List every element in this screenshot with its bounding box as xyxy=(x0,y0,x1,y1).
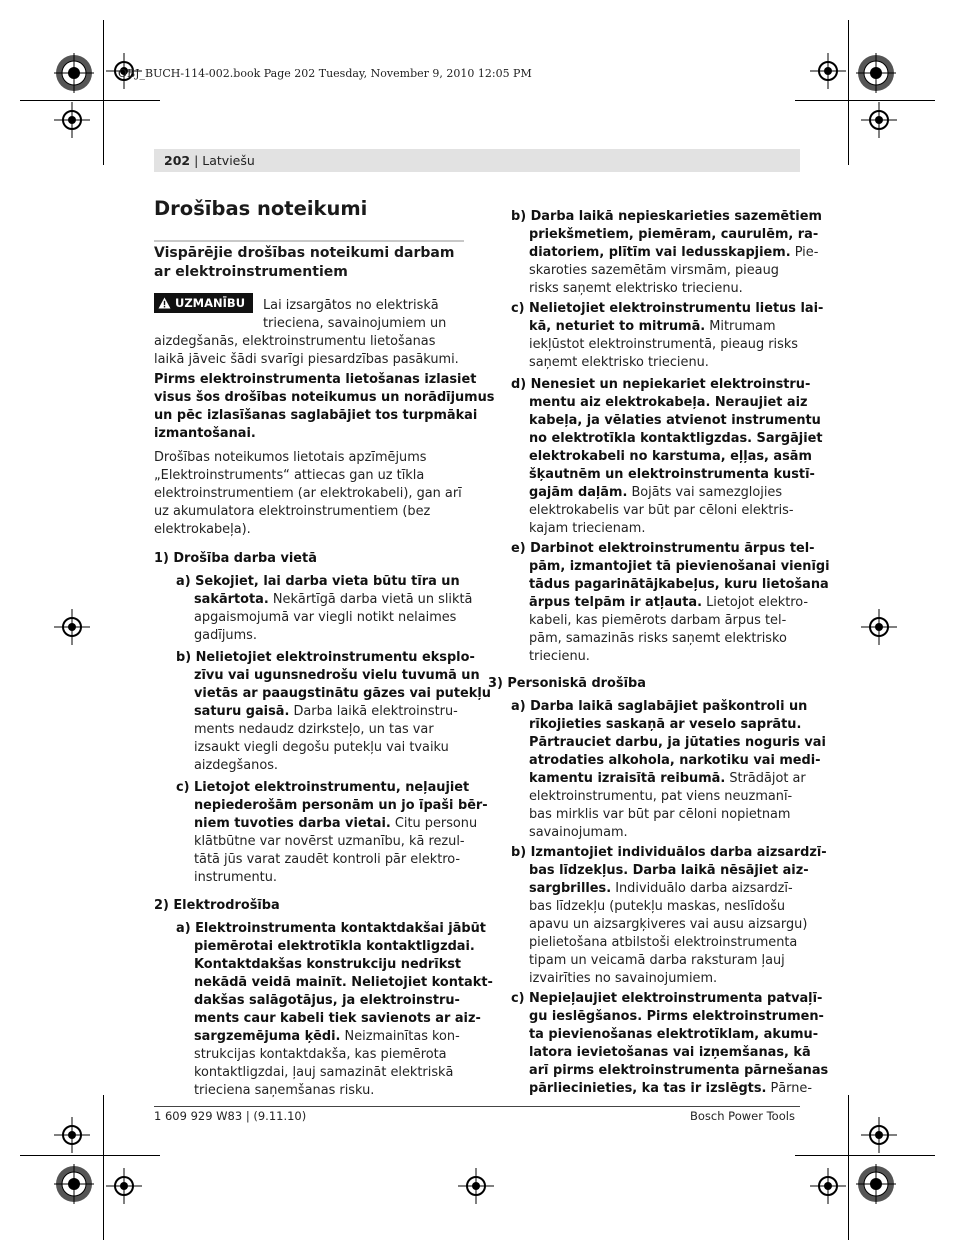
bold-text: a) Sekojiet, lai darba vieta būtu tīra un xyxy=(176,574,460,589)
bold-text: kā, neturiet to mitrumā. xyxy=(529,319,706,334)
footer-brand: Bosch Power Tools xyxy=(690,1109,795,1123)
body-text: tipam un veicamā darba raksturam ļauj xyxy=(529,953,785,968)
body-text: Mitrumam xyxy=(705,319,776,334)
text-line xyxy=(194,815,477,833)
bold-text: tādus pagarinātājkabeļus, kuru lietošana xyxy=(529,577,829,592)
text-line xyxy=(529,354,709,372)
bold-text: sargzemējuma ķēdi. xyxy=(194,1029,341,1044)
text-line xyxy=(529,576,829,594)
text-line xyxy=(529,1008,824,1026)
text-line xyxy=(529,394,808,412)
body-text: uz akumulatora elektroinstrumentiem (bez xyxy=(154,504,431,519)
bold-text: diatoriem, plītīm vai ledusskapjiem. xyxy=(529,245,791,260)
text-line xyxy=(529,430,823,448)
body-text: strukcijas kontaktdakša, kas piemērota xyxy=(194,1047,447,1062)
bold-text: piemērotai elektrotīkla kontaktligzdai. xyxy=(194,939,475,954)
bold-text: a) Elektroinstrumenta kontaktdakšai jābūt xyxy=(176,921,486,936)
bold-text: d) Nenesiet un nepiekariet elektroinstru- xyxy=(511,377,811,392)
bold-text: un pēc izlasīšanas saglabājiet tos turpmākai xyxy=(154,408,478,423)
text-line xyxy=(529,1026,818,1044)
print-info: OBJ_BUCH-114-002.book Page 202 Tuesday, November 9, 2010 12:05 PM xyxy=(118,67,532,80)
text-line xyxy=(194,938,475,956)
bold-text: Pārtrauciet darbu, ja jūtaties noguris vai xyxy=(529,735,826,750)
registration-target-icon xyxy=(856,53,896,93)
section-heading xyxy=(154,244,464,282)
bold-text: b) Nelietojiet elektroinstrumentu eksplo- xyxy=(176,650,475,665)
bold-text: c) Lietojot elektroinstrumentu, neļaujiet xyxy=(176,780,470,795)
text-line xyxy=(529,770,806,788)
bold-text: pārliecinieties, ka tas ir izslēgts. xyxy=(529,1081,767,1096)
text-line xyxy=(529,466,815,484)
bold-text: a) Darba laikā saglabājiet paškontroli un xyxy=(511,699,808,714)
text-line xyxy=(194,667,480,685)
text-line xyxy=(511,540,815,558)
bold-text: no elektrotīkla kontaktligzdas. Sargājiet xyxy=(529,431,823,446)
body-text: skaroties sazemētām virsmām, pieaug xyxy=(529,263,779,278)
body-text: Lietojot elektro- xyxy=(701,595,809,610)
text-line xyxy=(529,630,787,648)
body-text: Darba laikā elektroinstru- xyxy=(289,704,458,719)
body-text: iekļūstot elektroinstrumentā, pieaug risks xyxy=(529,337,799,352)
text-line xyxy=(194,797,488,815)
body-text: elektrokabelis var būt par cēloni elektris- xyxy=(529,503,794,518)
text-line xyxy=(529,448,812,466)
body-text: aizdegšanās, elektroinstrumentu lietošanas xyxy=(154,334,436,349)
text-line xyxy=(529,1044,811,1062)
text-line xyxy=(529,752,821,770)
text-line xyxy=(529,318,776,336)
registration-target-icon xyxy=(54,1164,94,1204)
bold-text: sakārtota. xyxy=(194,592,269,607)
body-text: kontaktligzdai, ļauj samazināt elektriskā xyxy=(194,1065,454,1080)
body-text: Lai izsargātos no elektriskā xyxy=(263,298,439,313)
text-line xyxy=(194,1010,481,1028)
text-line xyxy=(154,485,462,503)
text-line xyxy=(529,336,798,354)
text-line xyxy=(511,300,823,318)
text-line xyxy=(194,974,493,992)
text-line xyxy=(194,1064,453,1082)
text-line xyxy=(176,573,460,591)
text-line xyxy=(194,833,465,851)
crosshair-icon xyxy=(861,609,897,645)
text-line xyxy=(176,779,469,797)
text-line xyxy=(529,558,830,576)
text-line xyxy=(154,407,477,425)
text-line xyxy=(194,703,458,721)
text-line xyxy=(194,739,449,757)
warning-icon xyxy=(158,297,171,309)
text-line xyxy=(194,627,257,645)
body-text: laikā jāveic šādi svarīgi piesardzības pasākumi. xyxy=(154,352,459,367)
text-line xyxy=(529,648,590,666)
warning-label: UZMANĪBU xyxy=(175,296,246,310)
text-line xyxy=(529,952,785,970)
bold-text: pām, izmantojiet tā pievienošanai vienīgi xyxy=(529,559,830,574)
bold-text: Pirms elektroinstrumenta lietošanas izlasiet xyxy=(154,372,477,387)
text-line xyxy=(194,956,461,974)
text-line xyxy=(529,788,792,806)
text-line xyxy=(194,609,456,627)
body-text: kajam triecienam. xyxy=(529,521,646,536)
body-text: „Elektroinstruments“ attiecas gan uz tīkla xyxy=(154,468,425,483)
text-line xyxy=(511,376,810,394)
text-line xyxy=(194,685,491,703)
bold-text: latora ievietošanas vai izņemšanas, kā xyxy=(529,1045,811,1060)
body-text: pielietošana atbilstoši elektroinstrumenta xyxy=(529,935,798,950)
body-text: izvairīties no savainojumiem. xyxy=(529,971,718,986)
bold-text: bas līdzekļus. Darba laikā nēsājiet aiz- xyxy=(529,863,809,878)
bold-text: b) Darba laikā nepieskarieties sazemētiem xyxy=(511,209,822,224)
body-text: Drošības noteikumos lietotais apzīmējums xyxy=(154,450,427,465)
text-line xyxy=(529,280,743,298)
bold-text: c) Nepieļaujiet elektroinstrumenta patvaļī- xyxy=(511,991,823,1006)
text-line xyxy=(154,425,256,443)
body-text: Citu personu xyxy=(390,816,478,831)
text-line xyxy=(154,521,251,539)
bold-text: visus šos drošības noteikumus un norādījumus xyxy=(154,390,495,405)
registration-target-icon xyxy=(54,53,94,93)
text-line xyxy=(529,824,628,842)
text-line xyxy=(529,880,793,898)
bold-text: atrodaties alkohola, narkotiku vai medi- xyxy=(529,753,821,768)
body-text: trieciena, savainojumiem un xyxy=(263,316,447,331)
body-text: gadījums. xyxy=(194,628,257,643)
bold-text: kabeļa, ja vēlaties atvienot instrumentu xyxy=(529,413,821,428)
text-line xyxy=(529,412,821,430)
bold-text: izmantošanai. xyxy=(154,426,256,441)
text-line xyxy=(154,449,426,467)
body-text: Bojāts vai samezglojies xyxy=(627,485,783,500)
body-text: Pārne- xyxy=(766,1081,813,1096)
text-line xyxy=(529,226,818,244)
body-text: bas mirklis var būt par cēloni nopietnam xyxy=(529,807,791,822)
bold-text: c) Nelietojiet elektroinstrumentu lietus lai- xyxy=(511,301,824,316)
body-text: bas līdzekļu (putekļu maskas, neslīdošu xyxy=(529,899,786,914)
text-line xyxy=(154,550,317,568)
body-text: saņemt elektrisko triecienu. xyxy=(529,355,709,370)
body-text: Nekārtīgā darba vietā un sliktā xyxy=(268,592,473,607)
text-line xyxy=(154,371,476,389)
bold-text: arī pirms elektroinstrumenta pārnešanas xyxy=(529,1063,829,1078)
bold-text: kamentu izraisītā reibumā. xyxy=(529,771,726,786)
bold-text: nepiederošām personām un jo īpaši bēr- xyxy=(194,798,488,813)
crosshair-icon xyxy=(810,1168,846,1204)
bold-text: 2) Elektrodrošība xyxy=(154,898,280,913)
bold-text: šķautnēm un elektroinstrumenta kustī- xyxy=(529,467,815,482)
body-text: triecienu. xyxy=(529,649,590,664)
text-line xyxy=(529,806,790,824)
text-line xyxy=(194,721,434,739)
section-heading-line: ar elektroinstrumentiem xyxy=(154,264,348,280)
footer-code: 1 609 929 W83 | (9.11.10) xyxy=(154,1109,307,1123)
text-line xyxy=(194,1082,374,1100)
text-line xyxy=(529,970,717,988)
text-line xyxy=(529,244,818,262)
bold-text: ārpus telpām ir atļauta. xyxy=(529,595,702,610)
text-line xyxy=(176,649,475,667)
footer-rule xyxy=(154,1106,800,1107)
bold-text: zīvu vai ugunsnedrošu vielu tuvumā un xyxy=(194,668,480,683)
text-line xyxy=(529,262,779,280)
body-text: risks saņemt elektrisko triecienu. xyxy=(529,281,743,296)
body-text: elektroinstrumentiem (ar elektrokabeli), gan arī xyxy=(154,486,462,501)
text-line xyxy=(154,897,280,915)
body-text: elektrokabeļa). xyxy=(154,522,251,537)
text-line xyxy=(529,734,826,752)
crosshair-icon xyxy=(106,1168,142,1204)
body-text: klātbūtne var novērst uzmanību, kā rezul- xyxy=(194,834,465,849)
text-line xyxy=(529,612,786,630)
bold-text: ments caur kabeli tiek savienots ar aiz- xyxy=(194,1011,481,1026)
text-line xyxy=(529,484,782,502)
text-line xyxy=(194,591,472,609)
body-text: savainojumam. xyxy=(529,825,628,840)
bold-text: Kontaktdakšas konstrukciju nedrīkst xyxy=(194,957,462,972)
crosshair-icon xyxy=(54,1117,90,1153)
crosshair-icon xyxy=(458,1168,494,1204)
text-line xyxy=(529,502,794,520)
body-text: ments nedaudz dzirksteļo, un tas var xyxy=(194,722,434,737)
text-line xyxy=(194,1028,460,1046)
body-text: trieciena saņemšanas risku. xyxy=(194,1083,375,1098)
bold-text: priekšmetiem, piemēram, caurulēm, ra- xyxy=(529,227,819,242)
text-line xyxy=(529,1062,828,1080)
crosshair-icon xyxy=(54,102,90,138)
body-text: apgaismojumā var viegli notikt nelaimes xyxy=(194,610,457,625)
text-line xyxy=(194,851,460,869)
body-text: Strādājot ar xyxy=(725,771,806,786)
crosshair-icon xyxy=(861,1117,897,1153)
section-divider xyxy=(154,240,464,242)
bold-text: gu ieslēgšanos. Pirms elektroinstrumen- xyxy=(529,1009,824,1024)
text-line xyxy=(529,520,645,538)
bold-text: mentu aiz elektrokabeļa. Neraujiet aiz xyxy=(529,395,808,410)
text-line xyxy=(511,698,807,716)
bold-text: elektrokabeli no karstuma, eļļas, asām xyxy=(529,449,812,464)
body-text: apavu un aizsargķiveres vai ausu aizsargu) xyxy=(529,917,808,932)
text-line xyxy=(529,1080,812,1098)
bold-text: e) Darbinot elektroinstrumentu ārpus tel- xyxy=(511,541,815,556)
crosshair-icon xyxy=(54,609,90,645)
text-line xyxy=(511,208,822,226)
text-line xyxy=(154,351,459,369)
body-text: kabeli, kas piemērots darbam ārpus tel- xyxy=(529,613,787,628)
bold-text: sargbrilles. xyxy=(529,881,612,896)
bold-text: nekādā veidā mainīt. Nelietojiet kontakt- xyxy=(194,975,493,990)
text-line xyxy=(194,1046,447,1064)
text-line xyxy=(154,467,424,485)
text-line xyxy=(488,675,646,693)
text-line xyxy=(154,503,430,521)
body-text: instrumentu. xyxy=(194,870,277,885)
bold-text: rīkojieties saskaņā ar veselo saprātu. xyxy=(529,717,802,732)
body-text: Individuālo darba aizsardzī- xyxy=(611,881,793,896)
text-line xyxy=(529,898,785,916)
bold-text: b) Izmantojiet individuālos darba aizsardzī- xyxy=(511,845,827,860)
body-text: izsaukt viegli degošu putekļu vai tvaiku xyxy=(194,740,449,755)
bold-text: dakšas salāgotājus, ja elektroinstru- xyxy=(194,993,460,1008)
text-line xyxy=(194,869,277,887)
bold-text: 3) Personiskā drošība xyxy=(488,676,646,691)
page-title: Drošības noteikumi xyxy=(154,197,368,220)
text-line xyxy=(529,594,808,612)
bold-text: saturu gaisā. xyxy=(194,704,290,719)
text-line xyxy=(154,389,494,407)
text-line xyxy=(194,757,278,775)
text-line xyxy=(511,844,827,862)
text-line xyxy=(154,333,435,351)
text-line xyxy=(529,862,809,880)
body-text: elektroinstrumentu, pat viens neuzmanī- xyxy=(529,789,793,804)
text-line xyxy=(263,297,439,315)
text-line xyxy=(511,990,822,1008)
text-line xyxy=(176,920,486,938)
page-header xyxy=(164,153,255,168)
page-number: 202 xyxy=(164,153,191,168)
crosshair-icon xyxy=(810,53,846,89)
body-text: Neizmainītas kon- xyxy=(340,1029,460,1044)
crosshair-icon xyxy=(861,102,897,138)
warning-badge xyxy=(154,293,253,313)
header-language: Latviešu xyxy=(202,153,255,168)
bold-text: ta pievienošanas elektrotīklam, akumu- xyxy=(529,1027,819,1042)
body-text: Pie- xyxy=(790,245,819,260)
bold-text: vietās ar paaugstinātu gāzes vai putekļu xyxy=(194,686,491,701)
body-text: tātā jūs varat zaudēt kontroli pār elektro- xyxy=(194,852,461,867)
body-text: aizdegšanos. xyxy=(194,758,279,773)
text-line xyxy=(529,934,797,952)
body-text: pām, samazinās risks saņemt elektrisko xyxy=(529,631,787,646)
bold-text: niem tuvoties darba vietai. xyxy=(194,816,391,831)
text-line xyxy=(529,716,801,734)
header-separator: | xyxy=(190,153,203,168)
section-heading-line: Vispārējie drošības noteikumi darbam xyxy=(154,245,455,261)
registration-target-icon xyxy=(856,1164,896,1204)
text-line xyxy=(263,315,446,333)
bold-text: gajām daļām. xyxy=(529,485,628,500)
text-line xyxy=(529,916,807,934)
text-line xyxy=(194,992,460,1010)
bold-text: 1) Drošība darba vietā xyxy=(154,551,317,566)
